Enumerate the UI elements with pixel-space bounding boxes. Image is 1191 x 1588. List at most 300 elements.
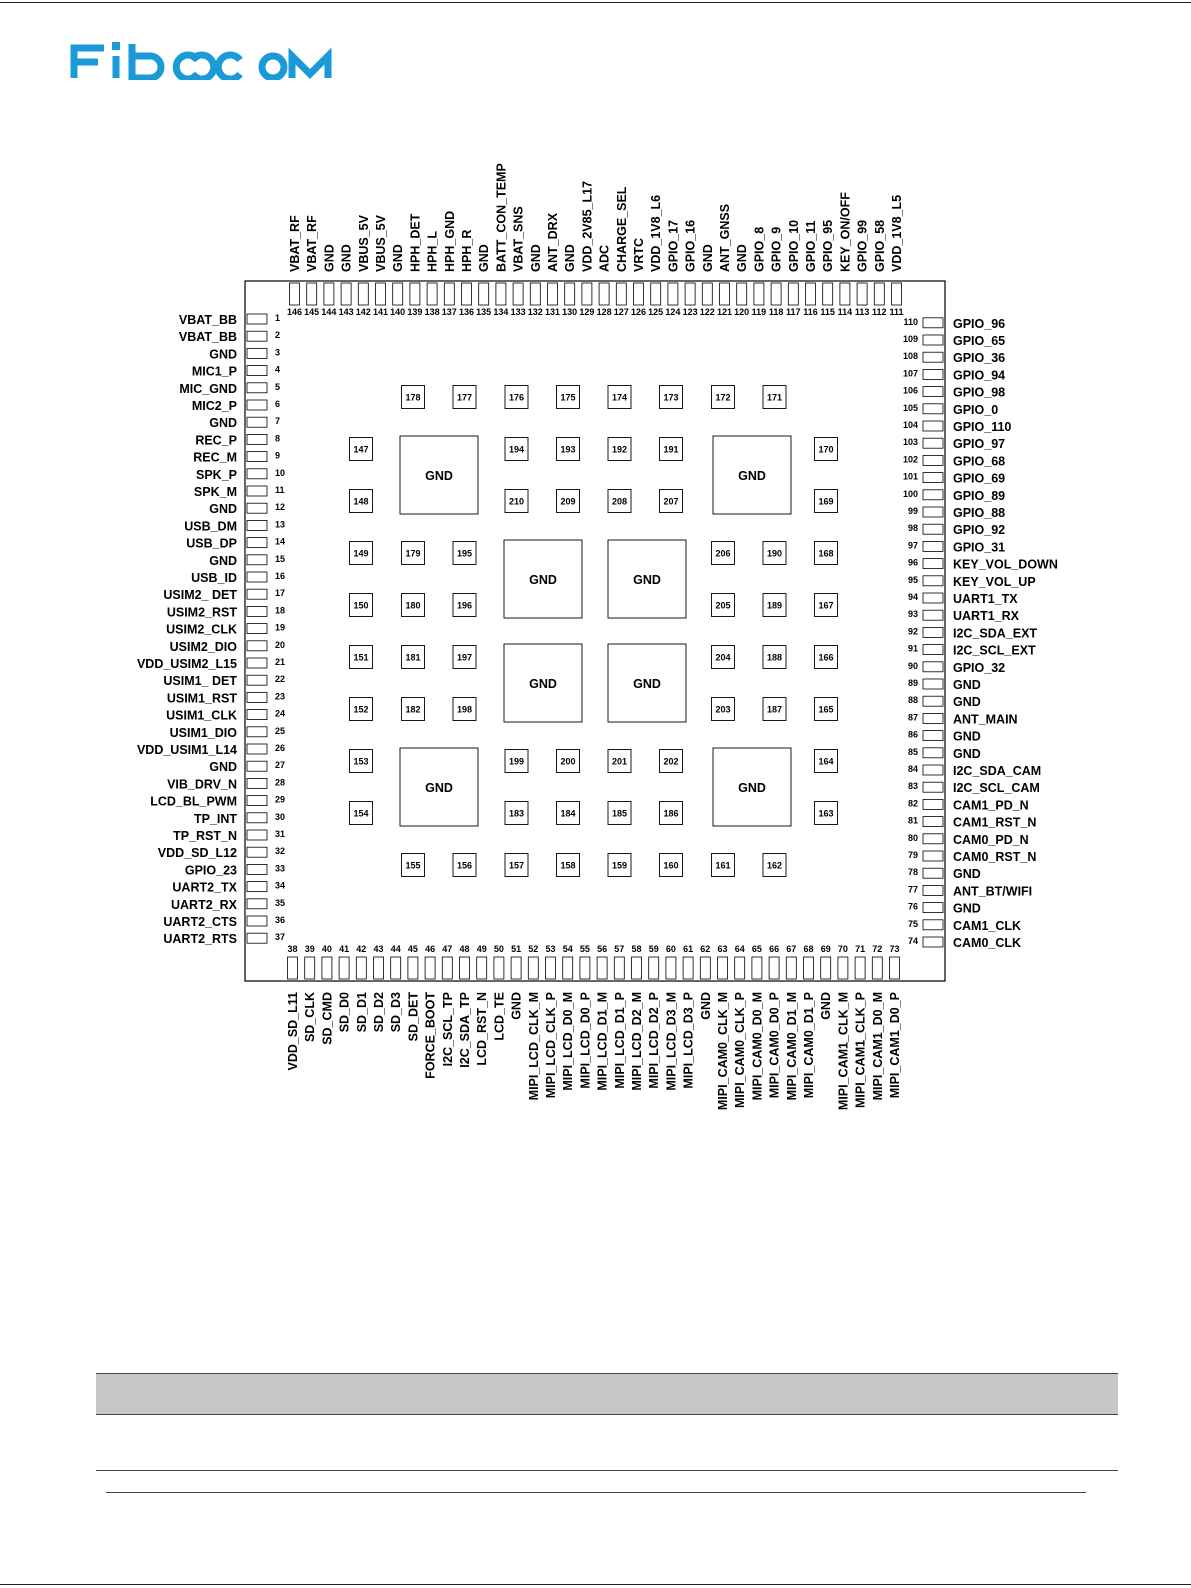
pin-number-93: 93 <box>907 609 918 620</box>
pin-pad-11 <box>247 486 267 496</box>
pin-pad-83 <box>923 782 943 792</box>
pin-pad-27 <box>247 761 267 771</box>
pin-pad-19 <box>247 624 267 634</box>
pin-number-19: 19 <box>275 622 286 633</box>
pin-pad-111 <box>892 283 902 305</box>
pin-number-14: 14 <box>275 536 286 547</box>
pin-label-36: UART2_CTS <box>163 915 237 929</box>
pin-number-29: 29 <box>275 794 286 805</box>
pin-number-121: 121 <box>716 307 733 317</box>
pin-pad-38 <box>288 957 298 979</box>
pin-number-89: 89 <box>907 678 918 688</box>
pin-label-78: GND <box>953 867 981 882</box>
pin-number-142: 142 <box>355 307 371 317</box>
pin-pad-86 <box>923 731 943 741</box>
pin-number-100: 100 <box>902 488 918 499</box>
pin-label-103: GPIO_97 <box>953 437 1006 452</box>
pin-number-58: 58 <box>631 944 642 954</box>
pin-label-50: LCD_TE <box>492 992 507 1041</box>
pin-number-96: 96 <box>907 557 918 568</box>
pin-number-48: 48 <box>459 944 470 954</box>
pin-pad-58 <box>632 957 642 979</box>
pin-number-129: 129 <box>579 307 595 317</box>
pin-pad-73 <box>890 957 900 979</box>
pin-label-30: TP_INT <box>193 811 237 826</box>
pin-number-28: 28 <box>275 777 286 788</box>
pin-number-80: 80 <box>907 832 918 843</box>
pin-label-115: GPIO_95 <box>821 219 836 272</box>
pin-pad-26 <box>247 744 267 754</box>
pin-label-86: GND <box>953 729 981 744</box>
pin-pad-106 <box>923 387 943 397</box>
pin-pad-130 <box>565 283 575 305</box>
pin-label-122: GND <box>700 244 715 272</box>
pin-label-27: GND <box>209 760 237 775</box>
pin-label-101: GPIO_69 <box>953 471 1006 486</box>
bottom-border <box>0 1584 1191 1585</box>
pin-number-13: 13 <box>275 519 286 530</box>
pin-label-53: MIPI_LCD_CLK_P <box>544 992 558 1099</box>
pin-number-54: 54 <box>562 944 573 954</box>
pin-number-65: 65 <box>751 944 762 954</box>
pin-label-92: I2C_SDA_EXT <box>953 626 1038 641</box>
inner-pad-number: 189 <box>766 600 783 611</box>
inner-pad-number: 190 <box>766 548 783 559</box>
inner-pad-number: 163 <box>818 808 834 819</box>
pin-label-62: GND <box>698 992 713 1020</box>
inner-pad-number: 155 <box>405 860 421 871</box>
inner-pad-number: 167 <box>818 600 834 611</box>
pin-number-134: 134 <box>493 307 509 317</box>
pin-label-60: MIPI_LCD_D3_M <box>664 992 679 1091</box>
inner-pad-number: 172 <box>715 392 731 403</box>
inner-pad-number: 175 <box>560 392 576 403</box>
pin-number-85: 85 <box>907 746 918 757</box>
pin-label-136: HPH_R <box>460 229 474 272</box>
inner-pad-number: 147 <box>353 444 369 455</box>
pin-number-97: 97 <box>907 540 918 551</box>
pin-label-102: GPIO_68 <box>953 454 1006 469</box>
pin-number-10: 10 <box>275 467 286 478</box>
pin-label-4: MIC1_P <box>191 364 237 379</box>
pin-number-72: 72 <box>872 944 883 954</box>
pin-label-80: CAM0_PD_N <box>953 832 1029 847</box>
pin-pad-76 <box>923 903 943 913</box>
pin-label-54: MIPI_LCD_D0_M <box>561 992 576 1091</box>
pin-pad-108 <box>923 352 943 362</box>
pin-pad-74 <box>923 937 943 947</box>
pin-label-94: UART1_TX <box>953 592 1018 606</box>
pin-pad-95 <box>923 576 943 586</box>
pin-number-25: 25 <box>275 725 286 736</box>
pin-pad-94 <box>923 593 943 603</box>
pin-number-95: 95 <box>907 574 918 585</box>
pin-label-123: GPIO_16 <box>683 219 698 272</box>
inner-pad-number: 170 <box>818 444 834 455</box>
pin-label-85: GND <box>953 746 981 761</box>
pin-label-134: BATT_CON_TEMP <box>494 163 509 272</box>
pin-label-113: GPIO_99 <box>855 219 870 272</box>
pin-number-126: 126 <box>630 307 647 317</box>
inner-pad-number: 171 <box>766 392 783 403</box>
inner-pad-number: 186 <box>663 808 679 819</box>
pin-label-146: VBAT_RF <box>288 215 302 272</box>
pin-number-122: 122 <box>699 307 715 317</box>
pin-label-88: GND <box>953 695 981 710</box>
pin-label-69: GND <box>819 992 834 1020</box>
pin-label-107: GPIO_94 <box>953 368 1006 383</box>
pin-label-77: ANT_BT/WIFI <box>953 884 1033 899</box>
pin-number-34: 34 <box>275 880 286 891</box>
pin-label-12: GND <box>209 502 237 517</box>
gnd-pad-label: GND <box>633 677 661 691</box>
pin-label-45: SD_DET <box>406 992 421 1042</box>
pin-pad-126 <box>634 283 644 305</box>
pin-label-23: USIM1_RST <box>166 691 237 706</box>
inner-pad-number: 150 <box>353 600 369 611</box>
pin-label-13: USB_DM <box>184 519 237 534</box>
pin-label-11: SPK_M <box>193 485 237 499</box>
pin-number-17: 17 <box>275 588 286 599</box>
pin-pad-49 <box>477 957 487 979</box>
pin-number-59: 59 <box>648 944 659 954</box>
pin-label-34: UART2_TX <box>172 880 237 895</box>
pin-pad-61 <box>683 957 693 979</box>
pin-label-84: I2C_SDA_CAM <box>953 764 1042 778</box>
pin-label-112: GPIO_58 <box>872 219 887 272</box>
pin-number-7: 7 <box>275 416 281 427</box>
pin-pad-67 <box>786 957 796 979</box>
pin-number-106: 106 <box>902 385 918 396</box>
pin-label-114: KEY_ON/OFF <box>838 192 853 272</box>
pin-label-81: CAM1_RST_N <box>953 815 1037 830</box>
pin-label-49: LCD_RST_N <box>475 992 490 1066</box>
pin-label-3: GND <box>209 347 237 362</box>
pin-number-107: 107 <box>902 368 918 379</box>
pin-number-12: 12 <box>275 502 286 513</box>
pin-label-18: USIM2_RST <box>166 605 237 620</box>
pin-pad-84 <box>923 765 943 775</box>
pin-pad-136 <box>462 283 472 305</box>
pin-number-88: 88 <box>907 695 918 706</box>
pin-label-133: VBAT_SNS <box>511 206 526 272</box>
inner-pad-number: 177 <box>456 392 473 403</box>
pin-pad-103 <box>923 438 943 448</box>
pin-pad-17 <box>247 589 267 599</box>
pin-pad-91 <box>923 645 943 655</box>
inner-pad-number: 194 <box>508 444 525 455</box>
pin-pad-75 <box>923 920 943 930</box>
pin-number-41: 41 <box>339 944 350 954</box>
pin-pad-123 <box>685 283 695 305</box>
pin-number-1: 1 <box>275 313 281 323</box>
pin-label-140: GND <box>391 244 406 272</box>
pin-pad-25 <box>247 727 267 737</box>
pin-label-93: UART1_RX <box>953 609 1019 624</box>
inner-pad-number: 176 <box>508 392 525 403</box>
pin-pad-102 <box>923 455 943 465</box>
pin-pad-34 <box>247 882 267 892</box>
pin-number-86: 86 <box>907 729 918 740</box>
gnd-pad-label: GND <box>529 677 557 691</box>
pin-pad-39 <box>305 957 315 979</box>
pin-label-56: MIPI_LCD_D1_M <box>595 992 610 1091</box>
pin-label-59: MIPI_LCD_D2_P <box>647 992 662 1089</box>
pin-pad-5 <box>247 383 267 393</box>
pin-label-137: HPH_GND <box>442 210 457 272</box>
pin-number-74: 74 <box>907 936 918 946</box>
pin-label-96: KEY_VOL_DOWN <box>953 557 1058 572</box>
pin-pad-116 <box>806 283 816 305</box>
inner-pad-number: 156 <box>456 860 473 871</box>
pin-pad-68 <box>804 957 814 979</box>
pin-number-27: 27 <box>275 760 286 771</box>
pin-number-145: 145 <box>304 307 320 317</box>
pin-label-15: GND <box>209 553 237 568</box>
pin-pad-129 <box>582 283 592 305</box>
pin-pad-100 <box>923 490 943 500</box>
inner-pad-number: 202 <box>663 756 679 767</box>
pin-number-75: 75 <box>907 918 918 929</box>
pin-pad-55 <box>580 957 590 979</box>
pin-label-141: VBUS_5V <box>374 215 388 272</box>
pin-pad-110 <box>923 318 943 328</box>
pin-pad-141 <box>376 283 386 305</box>
pin-number-35: 35 <box>275 897 286 908</box>
pin-pad-36 <box>247 916 267 926</box>
pin-pad-9 <box>247 452 267 462</box>
pin-number-87: 87 <box>907 712 918 723</box>
pin-label-74: CAM0_CLK <box>953 936 1022 950</box>
pin-number-45: 45 <box>407 944 418 954</box>
pin-pad-121 <box>720 283 730 305</box>
pin-number-68: 68 <box>803 944 814 954</box>
pin-pad-12 <box>247 503 267 513</box>
pin-label-70: MIPI_CAM1_CLK_M <box>836 992 851 1111</box>
pin-label-90: GPIO_32 <box>953 660 1006 675</box>
pin-pad-45 <box>408 957 418 979</box>
pin-label-144: GND <box>322 244 337 272</box>
pin-pad-1 <box>247 314 267 324</box>
inner-pad-number: 210 <box>508 496 525 507</box>
inner-pad-number: 173 <box>663 392 679 403</box>
pin-number-133: 133 <box>510 307 526 317</box>
pin-label-87: ANT_MAIN <box>953 712 1018 727</box>
pin-number-102: 102 <box>902 454 918 465</box>
pin-label-119: GPIO_8 <box>752 226 767 272</box>
inner-pad-number: 151 <box>353 652 369 663</box>
pin-label-129: VDD_2V85_L17 <box>580 180 595 272</box>
pin-pad-82 <box>923 799 943 809</box>
pin-label-97: GPIO_31 <box>953 540 1006 555</box>
pin-pad-56 <box>597 957 607 979</box>
pin-label-14: USB_DP <box>186 536 237 551</box>
pin-pad-51 <box>511 957 521 979</box>
pin-number-144: 144 <box>321 307 337 317</box>
pin-pad-42 <box>356 957 366 979</box>
inner-pad-number: 181 <box>405 652 421 663</box>
pin-pad-138 <box>427 283 437 305</box>
pin-number-146: 146 <box>286 307 303 317</box>
pin-number-62: 62 <box>700 944 711 954</box>
pin-number-5: 5 <box>275 381 281 392</box>
inner-pad-number: 209 <box>560 496 576 507</box>
pin-pad-97 <box>923 541 943 551</box>
pin-number-118: 118 <box>768 307 784 317</box>
inner-pad-number: 174 <box>611 392 628 403</box>
pin-number-15: 15 <box>275 553 286 564</box>
pin-pad-101 <box>923 473 943 483</box>
pin-number-47: 47 <box>442 944 453 954</box>
pin-number-101: 101 <box>902 471 918 482</box>
pin-label-132: GND <box>528 244 543 272</box>
pin-number-16: 16 <box>275 571 286 581</box>
pin-label-41: SD_D0 <box>337 992 352 1033</box>
pin-pad-16 <box>247 572 267 582</box>
pin-pad-134 <box>496 283 506 305</box>
pin-pad-20 <box>247 641 267 651</box>
pin-pad-7 <box>247 417 267 427</box>
pin-pad-46 <box>425 957 435 979</box>
pin-pad-41 <box>339 957 349 979</box>
pin-label-57: MIPI_LCD_D1_P <box>612 992 627 1089</box>
pin-number-138: 138 <box>424 307 440 317</box>
inner-pad-number: 152 <box>353 704 369 715</box>
pin-label-20: USIM2_DIO <box>169 639 237 654</box>
pin-pad-28 <box>247 778 267 788</box>
pin-pad-96 <box>923 559 943 569</box>
pin-label-110: GPIO_96 <box>953 316 1006 331</box>
pin-number-125: 125 <box>648 307 664 317</box>
pin-pad-53 <box>546 957 556 979</box>
inner-pad-number: 183 <box>508 808 525 819</box>
pin-pad-47 <box>442 957 452 979</box>
table-header <box>96 1373 1118 1415</box>
pin-pad-131 <box>548 283 558 305</box>
inner-pad-number: 154 <box>353 808 369 819</box>
pin-number-112: 112 <box>872 307 887 317</box>
pin-label-72: MIPI_CAM1_D0_M <box>870 992 885 1101</box>
pin-number-52: 52 <box>528 944 539 954</box>
pin-label-98: GPIO_92 <box>953 523 1006 538</box>
pin-number-24: 24 <box>275 708 286 719</box>
pin-number-109: 109 <box>902 334 918 344</box>
pin-label-128: ADC <box>597 244 612 272</box>
pin-label-111: VDD_1V8_L5 <box>890 194 904 272</box>
pin-pad-6 <box>247 400 267 410</box>
pin-number-71: 71 <box>855 944 866 954</box>
pin-pad-15 <box>247 555 267 565</box>
pin-pad-30 <box>247 813 267 823</box>
pin-number-79: 79 <box>907 850 918 860</box>
pin-number-36: 36 <box>275 915 286 925</box>
pin-label-116: GPIO_11 <box>804 220 818 272</box>
pin-label-48: I2C_SDA_TP <box>458 992 472 1068</box>
inner-pad-number: 197 <box>456 652 473 663</box>
pin-number-119: 119 <box>751 307 767 317</box>
pin-label-66: MIPI_CAM0_D0_P <box>767 992 782 1099</box>
pin-label-29: LCD_BL_PWM <box>150 794 237 809</box>
inner-pad-number: 161 <box>715 860 731 871</box>
pin-label-64: MIPI_CAM0_CLK_P <box>733 992 748 1108</box>
pin-number-131: 131 <box>544 307 561 317</box>
pin-label-131: ANT_DRX <box>546 212 560 272</box>
pin-number-50: 50 <box>493 944 504 954</box>
pin-number-140: 140 <box>390 307 406 317</box>
pin-number-113: 113 <box>854 307 870 317</box>
pin-number-3: 3 <box>275 347 281 358</box>
pin-number-139: 139 <box>407 307 423 317</box>
pin-pad-10 <box>247 469 267 479</box>
pin-pad-125 <box>651 283 661 305</box>
inner-pad-number: 206 <box>715 548 731 559</box>
inner-pad-number: 207 <box>663 496 679 507</box>
pin-label-130: GND <box>563 244 578 272</box>
pin-label-67: MIPI_CAM0_D1_M <box>784 992 799 1101</box>
inner-pad-number: 198 <box>456 704 473 715</box>
inner-pad-number: 168 <box>818 548 834 559</box>
pin-number-8: 8 <box>275 433 281 444</box>
pin-number-49: 49 <box>476 944 487 954</box>
pin-pad-78 <box>923 868 943 878</box>
inner-pad-number: 162 <box>766 860 783 871</box>
pin-number-82: 82 <box>907 798 918 809</box>
pin-label-24: USIM1_CLK <box>166 708 237 723</box>
pin-label-5: MIC_GND <box>179 381 237 396</box>
inner-pad-number: 205 <box>715 600 731 611</box>
pin-pad-93 <box>923 610 943 620</box>
pin-number-77: 77 <box>907 884 918 895</box>
pin-pad-29 <box>247 796 267 806</box>
inner-pad-number: 196 <box>456 600 473 611</box>
pin-number-73: 73 <box>889 944 900 954</box>
pin-label-7: GND <box>209 416 237 431</box>
pin-number-53: 53 <box>545 944 556 954</box>
pin-pad-124 <box>668 283 678 305</box>
pin-pad-64 <box>735 957 745 979</box>
pin-number-91: 91 <box>907 643 918 654</box>
pin-number-22: 22 <box>275 674 286 685</box>
pin-pad-79 <box>923 851 943 861</box>
pin-number-56: 56 <box>597 944 608 954</box>
pin-label-117: GPIO_10 <box>786 219 801 272</box>
pin-pad-133 <box>513 283 523 305</box>
inner-pad-number: 165 <box>818 704 834 715</box>
pin-pad-135 <box>479 283 489 305</box>
pin-label-9: REC_M <box>193 450 237 465</box>
pin-number-21: 21 <box>275 657 286 667</box>
pin-number-55: 55 <box>579 944 590 954</box>
pin-label-104: GPIO_110 <box>953 420 1012 434</box>
inner-pad-number: 204 <box>715 652 731 663</box>
pin-label-61: MIPI_LCD_D3_P <box>681 992 696 1089</box>
inner-pad-number: 149 <box>353 548 369 559</box>
inner-pad-number: 160 <box>663 860 679 871</box>
pin-label-121: ANT_GNSS <box>718 203 732 272</box>
pin-pad-114 <box>840 283 850 305</box>
pin-number-57: 57 <box>614 944 625 954</box>
pin-pad-118 <box>771 283 781 305</box>
pin-pad-89 <box>923 679 943 689</box>
gnd-pad-label: GND <box>425 781 453 795</box>
pin-number-135: 135 <box>476 307 492 317</box>
pin-label-139: HPH_DET <box>408 213 423 272</box>
pin-pad-69 <box>821 957 831 979</box>
inner-pad-number: 179 <box>405 548 421 559</box>
pin-pad-66 <box>769 957 779 979</box>
pin-pad-144 <box>324 283 334 305</box>
inner-pad-number: 184 <box>560 808 576 819</box>
